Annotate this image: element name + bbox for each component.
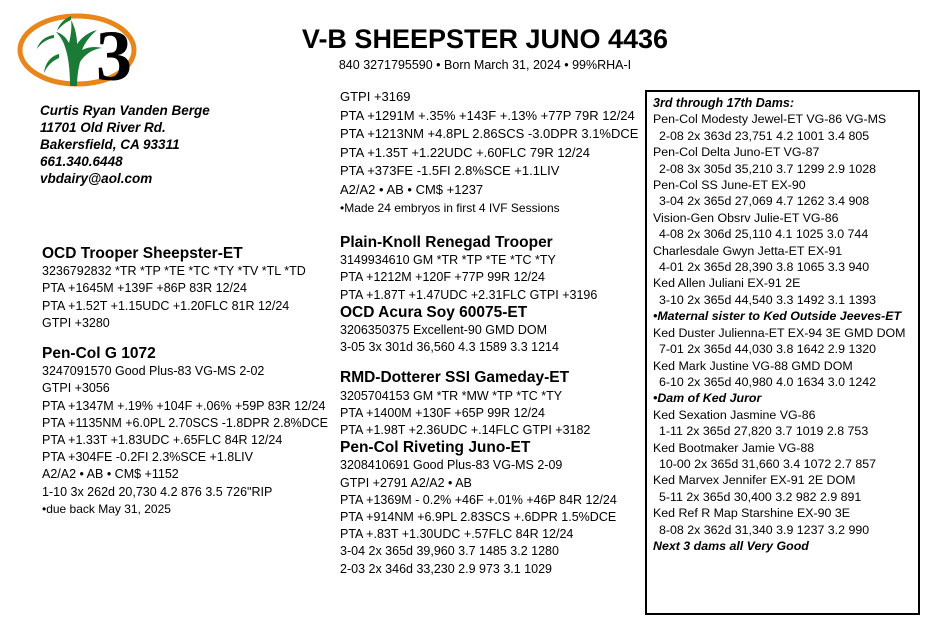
farm-address: 11701 Old River Rd. — [40, 120, 166, 135]
animal-line: PTA +1645M +139F +86P 83R 12/24 — [42, 281, 247, 296]
spacer — [42, 332, 337, 345]
animal-name: Pen-Col Riveting Juno-ET — [340, 439, 531, 457]
dam-record: 4-01 2x 365d 28,390 3.8 1065 3.3 940 — [659, 260, 870, 275]
dam-name: Pen-Col Modesty Jewel-ET VG-86 VG-MS — [653, 112, 887, 127]
animal-line: PTA +914NM +6.9PL 2.83SCS +.6DPR 1.5%DCE — [340, 510, 617, 525]
dam-record: 6-10 2x 365d 40,980 4.0 1634 3.0 1242 — [659, 374, 877, 389]
page-title: V-B SHEEPSTER JUNO 4436 — [301, 24, 669, 54]
ancestor-dams-footer: Next 3 dams all Very Good — [653, 538, 809, 553]
animal-block — [42, 345, 337, 518]
animal-line: PTA +1369M - 0.2% +46F +.01% +46P 84R 12/24 — [340, 492, 617, 507]
due-back-note: •due back May 31, 2025 — [42, 501, 171, 516]
dam-note: •Dam of Ked Juror — [653, 391, 762, 406]
dam-name: Ked Bootmaker Jamie VG-88 — [653, 440, 815, 455]
farm-city-state-zip: Bakersfield, CA 93311 — [40, 137, 180, 152]
animal-line: PTA +1.33T +1.83UDC +.65FLC 84R 12/24 — [42, 433, 283, 448]
dam-record: 3-10 2x 365d 44,540 3.3 1492 3.1 1393 — [659, 292, 877, 307]
animal-line: PTA +304FE -0.2FI 2.3%SCE +1.8LIV — [42, 450, 253, 465]
dam-note: •Maternal sister to Ked Outside Jeeves-ET — [653, 309, 902, 324]
dam-name: Charlesdale Gwyn Jetta-ET EX-91 — [653, 243, 843, 258]
stat-line: PTA +1291M +.35% +143F +.13% +77P 79R 12/24 — [340, 107, 635, 123]
animal-name: Plain-Knoll Renegad Trooper — [340, 234, 553, 251]
ancestor-dams-box — [645, 90, 920, 615]
animal-line: 3206350375 Excellent-90 GMD DOM — [340, 323, 548, 338]
dam-name: Vision-Gen Obsrv Julie-ET VG-86 — [653, 210, 839, 225]
farm-logo — [14, 8, 214, 98]
dam-name: Ked Marvex Jennifer EX-91 2E DOM — [653, 473, 856, 488]
palm-tree-icon — [14, 8, 214, 100]
farm-contact-info — [40, 102, 260, 187]
dam-record: 5-11 2x 365d 30,400 3.2 982 2.9 891 — [659, 489, 862, 504]
animal-line: PTA +1.52T +1.15UDC +1.20FLC 81R 12/24 — [42, 298, 290, 313]
animal-line: 2-03 2x 346d 33,230 2.9 973 3.1 1029 — [340, 561, 552, 576]
animal-line: GTPI +3280 — [42, 315, 110, 330]
animal-line: 3149934610 GM *TR *TP *TE *TC *TY — [340, 253, 556, 268]
animal-line: A2/A2 • AB • CM$ +1152 — [42, 467, 179, 482]
dam-record: 1-11 2x 365d 27,820 3.7 1019 2.8 753 — [659, 424, 869, 439]
animal-line: PTA +1400M +130F +65P 99R 12/24 — [340, 405, 545, 420]
animal-line: GTPI +3056 — [42, 381, 110, 396]
page-subtitle: 840 3271795590 • Born March 31, 2024 • 99%RHA-I — [338, 58, 632, 72]
dam-record: 3-04 2x 365d 27,069 4.7 1262 3.4 908 — [659, 194, 870, 209]
animal-block — [340, 369, 640, 439]
dam-name: Pen-Col SS June-ET EX-90 — [653, 178, 806, 193]
farm-email: vbdairy@aol.com — [40, 171, 153, 186]
animal-line: PTA +1135NM +6.0PL 2.70SCS -1.8DPR 2.8%DCE — [42, 415, 329, 430]
animal-block — [340, 304, 640, 357]
stat-line: PTA +1.35T +1.22UDC +.60FLC 79R 12/24 — [340, 144, 590, 160]
animal-name: Pen-Col G 1072 — [42, 345, 156, 363]
animal-line: 3-04 2x 365d 39,960 3.7 1485 3.2 1280 — [340, 544, 559, 559]
animal-line: PTA +.83T +1.30UDC +.57FLC 84R 12/24 — [340, 527, 574, 542]
animal-line: PTA +1212M +120F +77P 99R 12/24 — [340, 270, 545, 285]
animal-block — [340, 234, 640, 304]
sire-side-column — [42, 245, 337, 518]
stat-line: A2/A2 • AB • CM$ +1237 — [340, 181, 484, 197]
dam-side-column — [340, 234, 640, 578]
animal-line: 3247091570 Good Plus-83 VG-MS 2-02 — [42, 364, 265, 379]
animal-line: 1-10 3x 262d 20,730 4.2 876 3.5 726"RIP — [42, 484, 273, 499]
dam-record: 2-08 3x 305d 35,210 3.7 1299 2.9 1028 — [659, 161, 877, 176]
animal-line: 3236792832 *TR *TP *TE *TC *TY *TV *TL *TD — [42, 264, 306, 279]
animal-name: OCD Trooper Sheepster-ET — [42, 245, 243, 262]
animal-name: RMD-Dotterer SSI Gameday-ET — [340, 369, 570, 387]
animal-line: PTA +1.98T +2.36UDC +.14FLC GTPI +3182 — [340, 423, 591, 438]
animal-line: GTPI +2791 A2/A2 • AB — [340, 475, 472, 490]
dam-record: 4-08 2x 306d 25,110 4.1 1025 3.0 744 — [659, 227, 869, 242]
stat-line: PTA +373FE -1.5FI 2.8%SCE +1.1LIV — [340, 163, 560, 178]
dam-name: Pen-Col Delta Juno-ET VG-87 — [653, 145, 820, 160]
dam-record: 10-00 2x 365d 31,660 3.4 1072 2.7 857 — [659, 456, 877, 471]
stat-line: PTA +1213NM +4.8PL 2.86SCS -3.0DPR 3.1%DCE — [340, 126, 639, 141]
farm-name: Curtis Ryan Vanden Berge — [40, 103, 210, 118]
spacer — [340, 356, 640, 369]
animal-block — [42, 245, 337, 332]
animal-line: 3205704153 GM *TR *MW *TP *TC *TY — [340, 388, 563, 403]
dam-name: Ked Allen Juliani EX-91 2E — [653, 276, 801, 291]
animal-line: PTA +1.87T +1.47UDC +2.31FLC GTPI +3196 — [340, 287, 598, 302]
farm-phone: 661.340.6448 — [40, 154, 123, 169]
animal-name: OCD Acura Soy 60075-ET — [340, 303, 528, 321]
ancestor-dams-heading: 3rd through 17th Dams: — [653, 96, 794, 110]
animal-line: 3-05 3x 301d 36,560 4.3 1589 3.3 1214 — [340, 340, 559, 355]
svg-text:3: 3 — [96, 16, 132, 96]
dam-name: Ked Ref R Map Starshine EX-90 3E — [653, 506, 850, 521]
dam-name: Ked Sexation Jasmine VG-86 — [653, 407, 816, 422]
animal-block — [340, 439, 640, 578]
embryo-note: •Made 24 embryos in first 4 IVF Sessions — [340, 201, 560, 215]
animal-line: PTA +1347M +.19% +104F +.06% +59P 83R 12/24 — [42, 398, 326, 413]
animal-line: 3208410691 Good Plus-83 VG-MS 2-09 — [340, 458, 563, 473]
dam-name: Ked Duster Julienna-ET EX-94 3E GMD DOM — [653, 325, 906, 340]
dam-record: 2-08 2x 363d 23,751 4.2 1001 3.4 805 — [659, 128, 870, 143]
stat-line: GTPI +3169 — [340, 89, 411, 104]
animal-stats-block — [340, 88, 640, 218]
dam-record: 7-01 2x 365d 44,030 3.8 1642 2.9 1320 — [659, 342, 877, 357]
dam-name: Ked Mark Justine VG-88 GMD DOM — [653, 358, 853, 373]
dam-record: 8-08 2x 362d 31,340 3.9 1237 3.2 990 — [659, 522, 870, 537]
